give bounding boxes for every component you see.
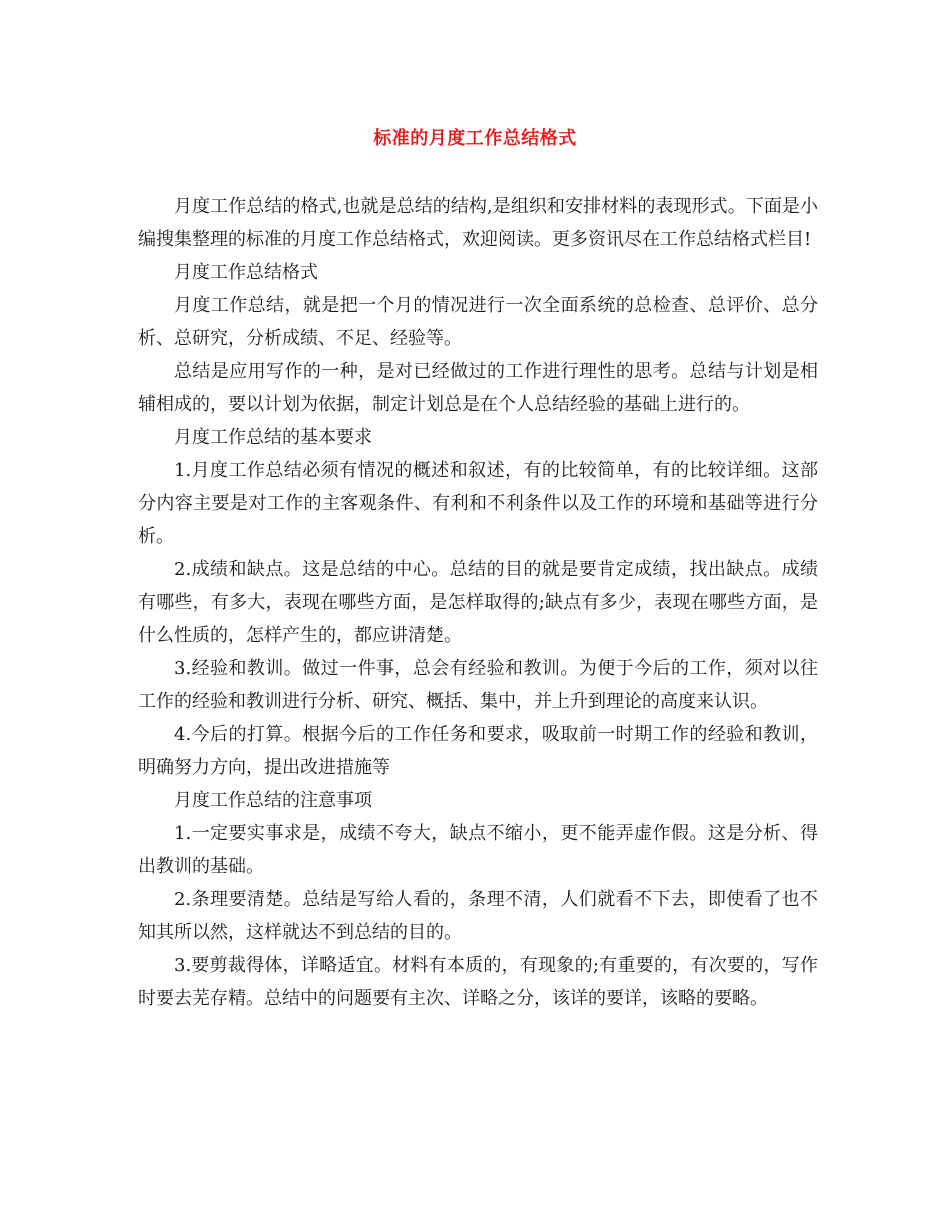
requirement-item-2: 2.成绩和缺点。这是总结的中心。总结的目的就是要肯定成绩，找出缺点。成绩有哪些，有多大，表现在哪些方面，是怎样取得的;缺点有多少，表现在哪些方面，是什么性质的，怎样产生的，都应讲清楚。 <box>138 559 818 646</box>
note-item-2: 2.条理要清楚。总结是写给人看的，条理不清，人们就看不下去，即使看了也不知其所以然，这样就达不到总结的目的。 <box>138 889 818 943</box>
note-item-1: 1.一定要实事求是，成绩不夸大，缺点不缩小，更不能弄虚作假。这是分析、得出教训的基础。 <box>138 823 818 877</box>
requirement-item-1: 1.月度工作总结必须有情况的概述和叙述，有的比较简单，有的比较详细。这部分内容主要是对工作的主客观条件、有利和不利条件以及工作的环境和基础等进行分析。 <box>138 460 818 547</box>
summary-plan-paragraph: 总结是应用写作的一种，是对已经做过的工作进行理性的思考。总结与计划是相辅相成的，要以计划为依据，制定计划总是在个人总结经验的基础上进行的。 <box>138 361 818 415</box>
requirement-item-3: 3.经验和教训。做过一件事，总会有经验和教训。为便于今后的工作，须对以往工作的经验和教训进行分析、研究、概括、集中，并上升到理论的高度来认识。 <box>138 658 818 712</box>
document-body <box>138 190 818 1015</box>
requirement-item-4: 4.今后的打算。根据今后的工作任务和要求，吸取前一时期工作的经验和教训，明确努力方向，提出改进措施等 <box>138 724 818 778</box>
document-title: 标准的月度工作总结格式 <box>373 128 577 149</box>
section-heading-format: 月度工作总结格式 <box>174 262 318 283</box>
intro-paragraph: 月度工作总结的格式,也就是总结的结构,是组织和安排材料的表现形式。下面是小编搜集整理的标准的月度工作总结格式，欢迎阅读。更多资讯尽在工作总结格式栏目! <box>138 196 818 250</box>
section-heading-notes: 月度工作总结的注意事项 <box>174 790 372 811</box>
section-heading-requirements: 月度工作总结的基本要求 <box>174 427 372 448</box>
definition-paragraph: 月度工作总结，就是把一个月的情况进行一次全面系统的总检查、总评价、总分析、总研究，分析成绩、不足、经验等。 <box>138 295 818 349</box>
note-item-3: 3.要剪裁得体，详略适宜。材料有本质的，有现象的;有重要的，有次要的，写作时要去芜存精。总结中的问题要有主次、详略之分，该详的要详，该略的要略。 <box>138 955 818 1009</box>
